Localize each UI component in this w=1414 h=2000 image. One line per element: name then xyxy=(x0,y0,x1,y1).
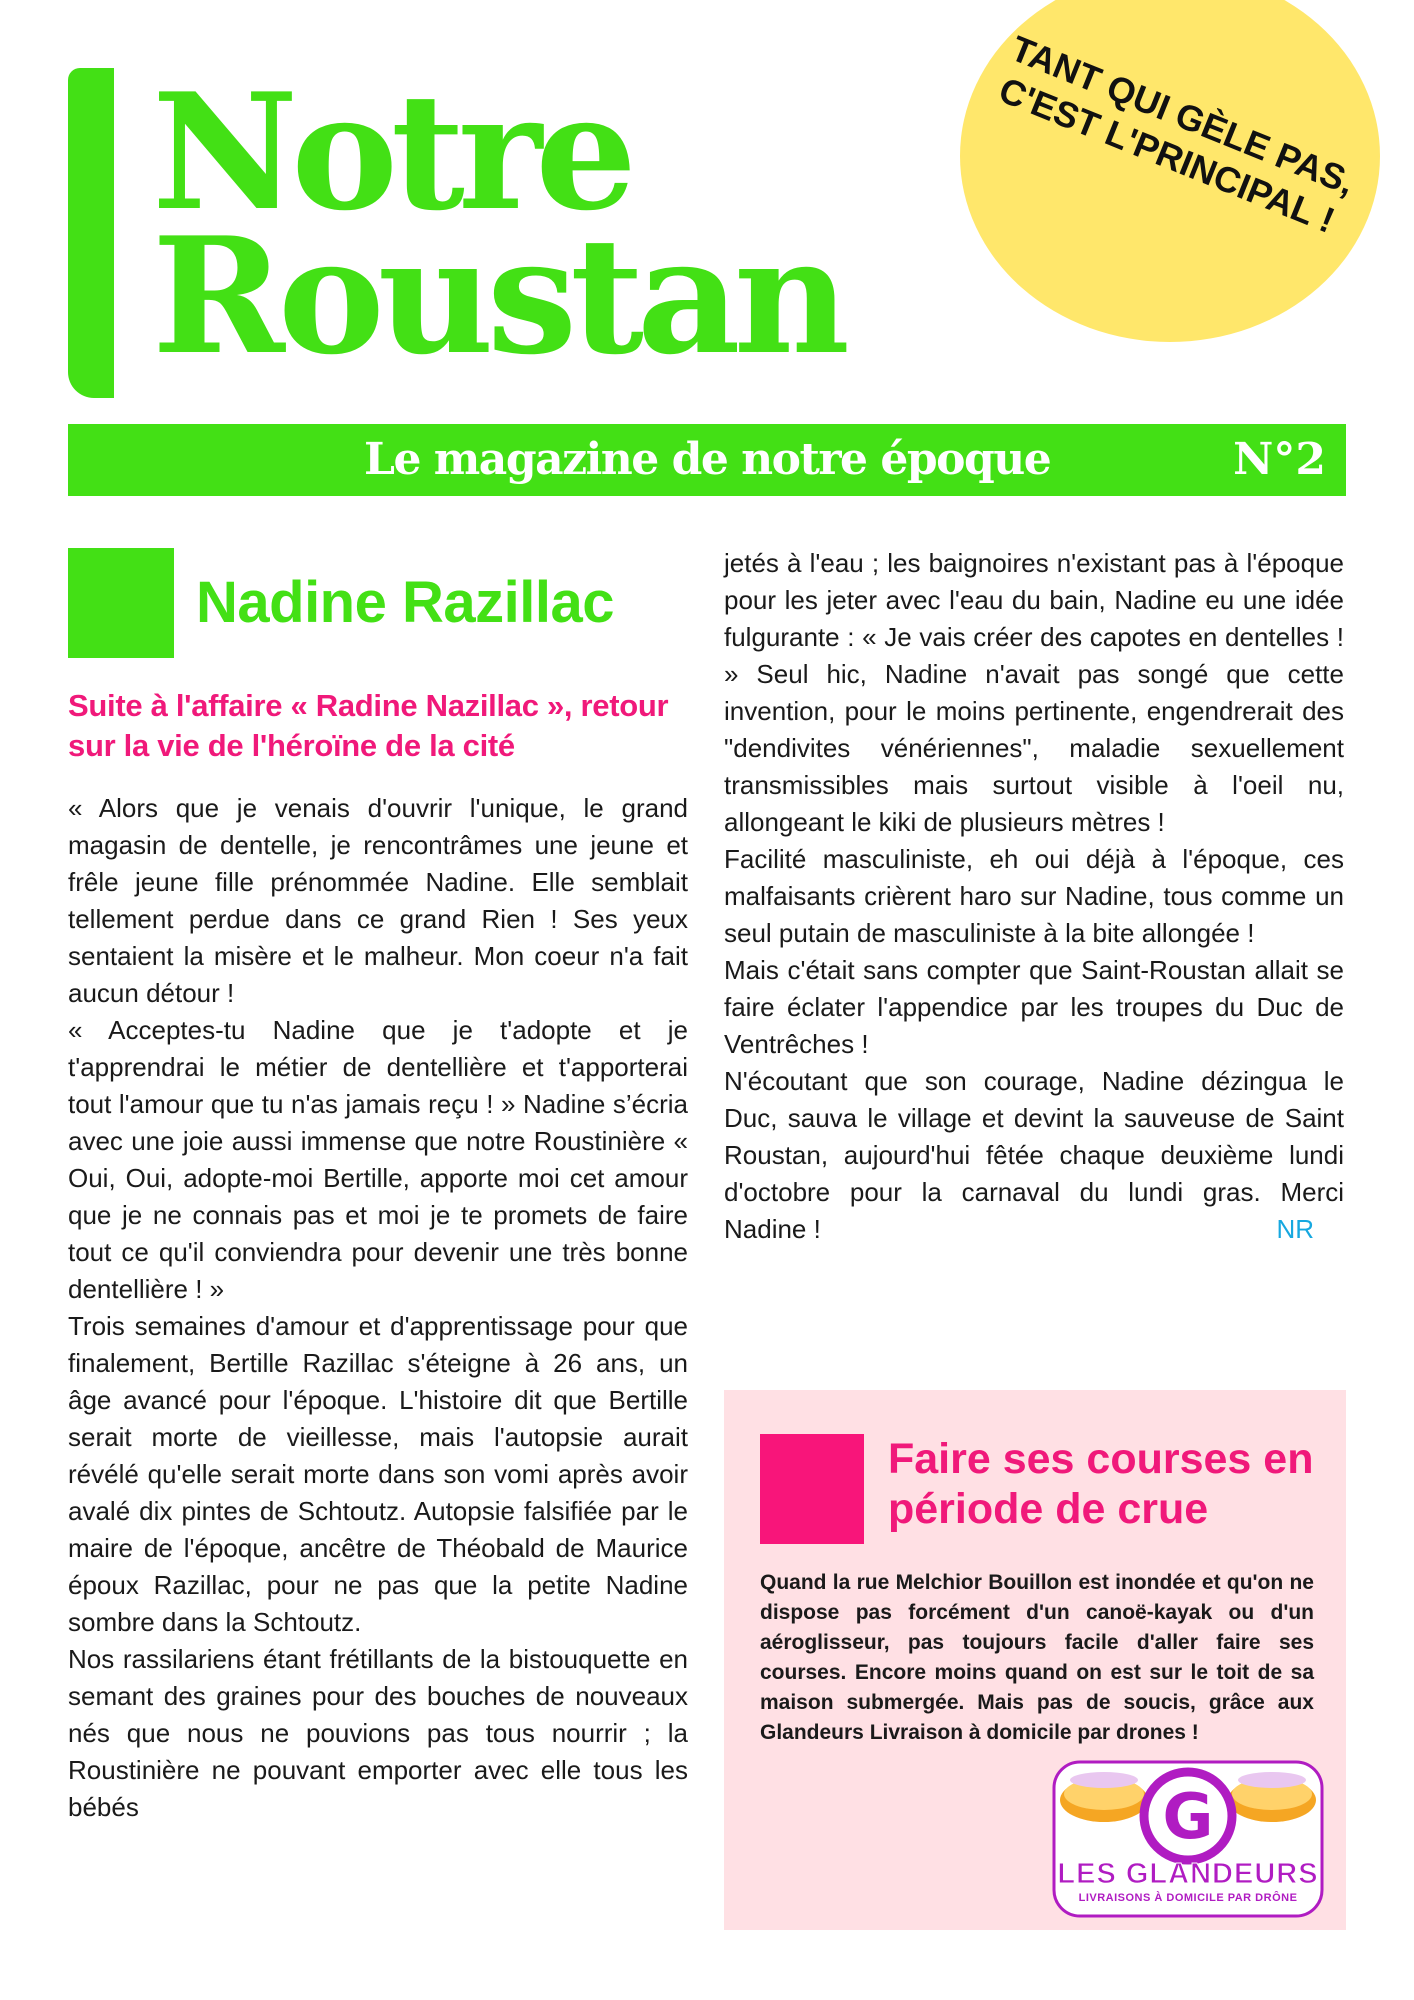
logo-letter: G xyxy=(1162,1780,1214,1853)
glandeurs-logo xyxy=(1052,1760,1324,1918)
article-paragraph: Trois semaines d'amour et d'apprentissage pour que finalement, Bertille Razillac s'éteigne à 26 ans, un âge avancé pour l'époque. L'histoire dit que Bertille serait morte de vieillesse, mais l'autopsie aurait révélé qu'elle serait morte dans son vomi après avoir avalé dix pintes de Schtoutz. Autopsie falsifiée par le maire de l'époque, ancêtre de Théobald de Maurice époux Razillac, pour ne pas que la petite Nadine sombre dans la Schtoutz. xyxy=(68,1311,688,1637)
sidebar-box xyxy=(724,1390,1346,1930)
article-title: Nadine Razillac xyxy=(196,570,614,635)
issue-number: N°2 xyxy=(1233,434,1326,485)
magazine-title-line1: Notre xyxy=(152,58,630,246)
article-paragraph-text: N'écoutant que son courage, Nadine dézingua le Duc, sauva le village et devint la sauveuse de Saint Roustan, aujourd'hui fêtée chaque deuxième lundi d'octobre pour la carnaval du lundi gras. Merci Nadine ! xyxy=(724,1066,1344,1244)
article-paragraph: « Alors que je venais d'ouvrir l'unique, le grand magasin de dentelle, je rencontrâmes une jeune et frêle jeune fille prénommée Nadine. Elle semblait tellement perdue dans ce grand Rien ! Ses yeux sentaient la misère et le malheur. Mon coeur n'a fait aucun détour ! xyxy=(68,793,688,1008)
article-body-right xyxy=(724,545,1344,1248)
sidebar-title: Faire ses courses en période de crue xyxy=(888,1435,1314,1533)
article-paragraph: Facilité masculiniste, eh oui déjà à l'époque, ces malfaisants crièrent haro sur Nadine, tous comme un seul putain de masculiniste à la bite allongée ! xyxy=(724,844,1344,948)
article-signature: NR xyxy=(1276,1214,1314,1244)
article-paragraph: « Acceptes-tu Nadine que je t'adopte et je t'apprendrai le métier de dentellière et t'apporterai tout l'amour que tu n'as jamais reçu ! » Nadine s’écria avec une joie aussi immense que notre Roustinière « Oui, Oui, adopte-moi Bertille, apporte moi cet amour que je ne connais pas et moi je te promets de faire tout ce qu'il conviendra pour devenir une très bonne dentellière ! » xyxy=(68,1015,688,1304)
masthead-bar xyxy=(68,68,114,398)
logo-tagline: LIVRAISONS À DOMICILE PAR DRÔNE xyxy=(1078,1892,1298,1904)
sidebar-text: Quand la rue Melchior Bouillon est inondée et qu'on ne dispose pas forcément d'un canoë-kayak ou d'un aéroglisseur, pas toujours facile d'aller faire ses courses. Encore moins quand on est sur le toit de sa maison submergée. Mais pas de soucis, grâce aux Glandeurs Livraison à domicile par drones ! xyxy=(760,1571,1314,1744)
article-paragraph: Nos rassilariens étant frétillants de la bistouquette en semant des graines pour des bouches de nouveaux nés que nous ne pouvions pas tous nourrir ; la Roustinière ne pouvant emporter avec elle tous les bébés xyxy=(68,1644,688,1822)
slogan-text: TANT QUI GÈLE PAS, C'EST L'PRINCIPAL ! xyxy=(993,27,1361,241)
article-body-left xyxy=(68,790,688,1826)
article-paragraph xyxy=(724,1063,1344,1248)
article-title-marker xyxy=(68,548,174,658)
article-subtitle: Suite à l'affaire « Radine Nazillac », retour sur la vie de l'héroïne de la cité xyxy=(68,688,669,763)
article-paragraph: Mais c'était sans compter que Saint-Roustan allait se faire éclater l'appendice par les troupes du Duc de Ventrêches ! xyxy=(724,955,1344,1059)
article-paragraph: jetés à l'eau ; les baignoires n'existant pas à l'époque pour les jeter avec l'eau du bain, Nadine eu une idée fulgurante : « Je vais créer des capotes en dentelles ! » Seul hic, Nadine n'avait pas songé que cette invention, pour le moins pertinente, engendrerait des "dendivites vénériennes", maladie sexuellement transmissibles mais surtout visible à l'oeil nu, allongeant le kiki de plusieurs mètres ! xyxy=(724,548,1344,837)
magazine-title-line2: Roustan xyxy=(152,202,843,390)
subtitle-bar xyxy=(68,424,1346,496)
sidebar-title-marker xyxy=(760,1434,864,1544)
magazine-subtitle: Le magazine de notre époque xyxy=(364,434,1051,485)
logo-name: LES GLANDEURS xyxy=(1057,1858,1319,1890)
